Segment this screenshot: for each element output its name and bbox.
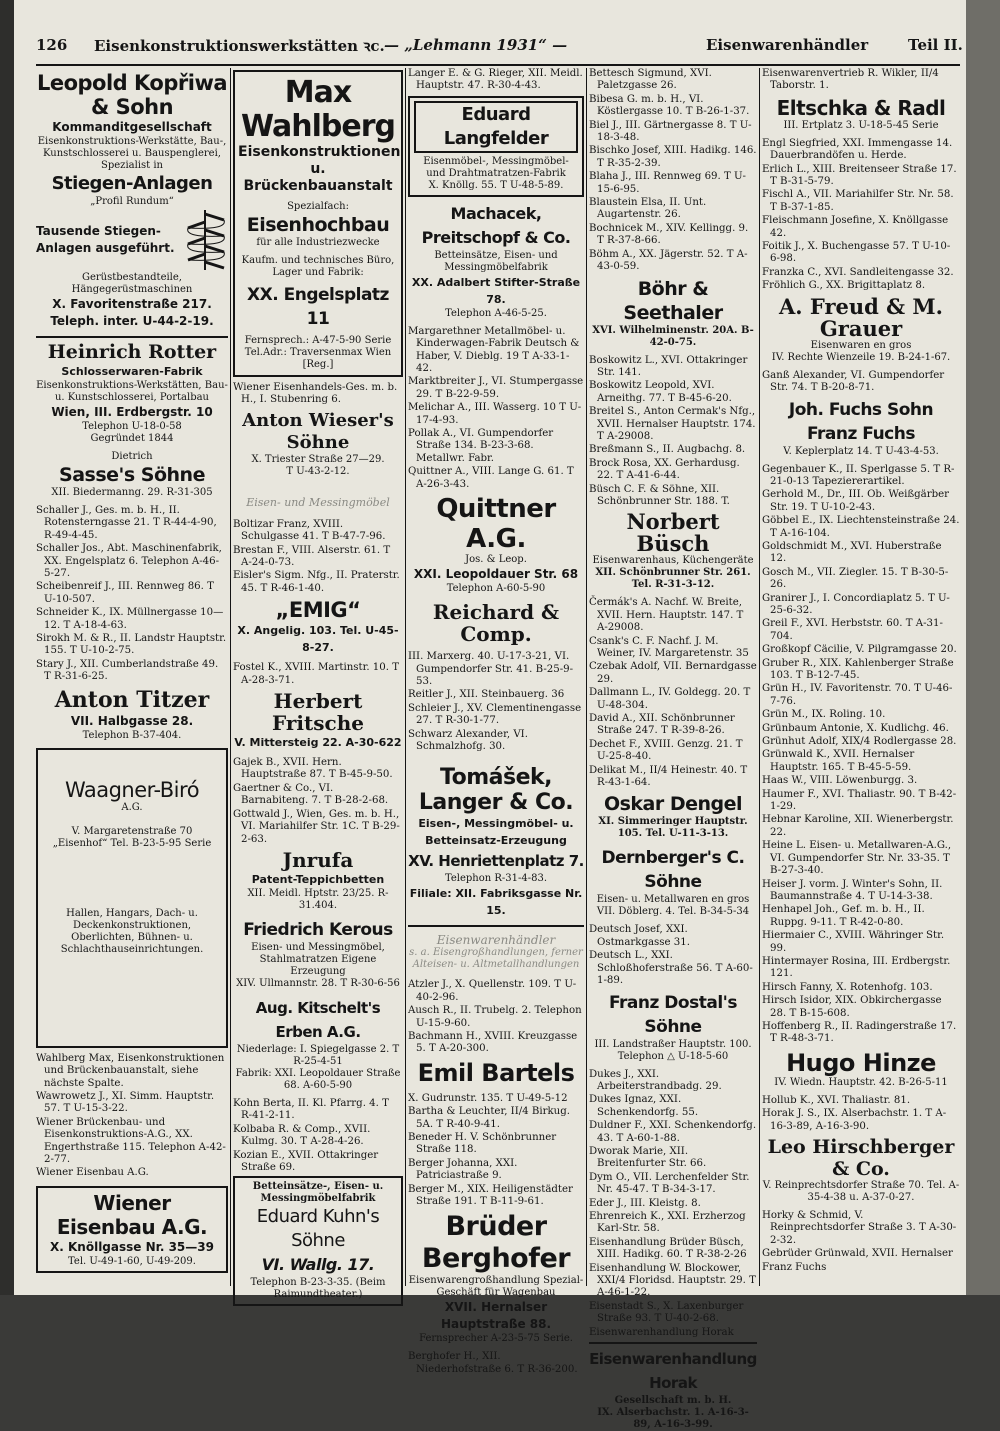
entry: Hoffenberg R., II. Radingerstraße 17. T R-48-3-71. — [762, 1020, 957, 1045]
ad-langfelder — [408, 96, 584, 197]
entry: Biel J., III. Gärtnergasse 8. T U-18-3-48. — [589, 119, 752, 144]
ad-kitschelt — [233, 996, 403, 1092]
entry: Bettesch Sigmund, XVI. Paletzgasse 26. — [589, 68, 712, 92]
faded-section-heading — [233, 496, 403, 509]
ad-reichard — [408, 601, 584, 645]
ad-hirschberger — [762, 1136, 960, 1204]
entry: Wiener Brückenbau- und Eisenkonstruktions-A.G., XX. Engerthstraße 115. Telephon A-42-2-77. — [36, 1116, 226, 1165]
entry: Böhm A., XX. Jägerstr. 52. T A-43-0-59. — [589, 248, 748, 273]
entry: Melichar A., III. Wasserg. 10 T U-17-4-93. — [408, 402, 582, 426]
ad-machacek-address: XX. Adalbert Stifter-Straße 78. — [411, 275, 581, 306]
entry: Dukes J., XXI. Arbeiterstrandbadg. 29. — [589, 1068, 722, 1092]
entry: Scheibenreif J., III. Rennweg 86. T U-10-507. — [36, 581, 214, 605]
header-left-section: Eisenkonstruktionswerkstätten ꝛc. — [94, 37, 385, 55]
ad-waagner-suffix: A.G. — [121, 801, 143, 813]
ad-fuchs-address: V. Keplerplatz 14. T U-43-4-53. — [783, 445, 939, 457]
ad-tomasek-name1: Tomášek, — [440, 765, 552, 791]
entry: Hirsch Fanny, X. Rotenhofg. 103. — [762, 981, 933, 993]
ad-kopriwa-spec: Spezialist in — [101, 160, 163, 171]
entry: Franzka C., XVI. Sandleitengasse 32. — [762, 266, 954, 278]
ad-wiener-eisenbau-phone: Tel. U-49-1-60, U-49-209. — [68, 1255, 196, 1267]
faded-section-block — [408, 933, 584, 971]
entry: Hollub K., XVI. Thaliastr. 81. — [762, 1094, 911, 1106]
entry: Eder J., III. Kleistg. 8. — [589, 1197, 701, 1209]
entry: Langer E. & G. Rieger, XII. Meidl. Hauptstr. 47. R-30-4-43. — [408, 68, 583, 92]
entry: Breitel S., Anton Cermak's Nfg., XVII. Hernalser Hauptstr. 174. T A-29008. — [589, 406, 756, 442]
ad-sasse-address: XII. Biedermanng. 29. R-31-305 — [51, 487, 213, 498]
entry: Boltizar Franz, XVIII. Schulgasse 41. T B-47-7-96. — [233, 518, 386, 543]
ad-dengel — [589, 792, 757, 840]
entry: Erlich L., XIII. Breitenseer Straße 17. T B-31-5-79. — [762, 163, 957, 188]
ad-wahlberg — [233, 70, 403, 377]
entry: Göbbel E., IX. Liechtensteinstraße 24. T A-16-104. — [762, 515, 960, 539]
ad-wahlberg-hochbau: Eisenhochbau — [246, 214, 390, 236]
entry: Dym O., VII. Lerchenfelder Str. Nr. 45-47. T B-34-3-17. — [589, 1171, 750, 1196]
entry: Marktbreiter J., VI. Stumpergasse 29. T B-22-9-59. — [408, 376, 584, 400]
ad-quittner-name: Quittner A.G. — [436, 494, 556, 555]
ad-buesch-trade: Eisenwarenhaus, Küchengeräte — [592, 555, 754, 567]
ad-emig — [233, 598, 403, 656]
ad-wiener-eisenbau-address: X. Knöllgasse Nr. 35—39 — [50, 1239, 214, 1254]
entry: Kolbaba R. & Comp., XVII. Kulmg. 30. T A-28-4-26. — [233, 1123, 371, 1148]
ad-jnrufa-address: XII. Meidl. Hptstr. 23/25. R-31.404. — [247, 887, 389, 911]
entry: Eisenwarenhandlung Horak — [589, 1326, 734, 1338]
entry: Pollak A., VI. Gumpendorfer Straße 134. B-23-3-68. Metallwr. Fabr. — [408, 428, 554, 464]
entry: Csank's C. F. Nachf. J. M. Weiner, IV. Margaretenstr. 35 — [589, 635, 749, 659]
entry: Grün M., IX. Roling. 10. — [762, 709, 886, 721]
header-part: Teil II. — [908, 36, 963, 54]
column-4 — [589, 68, 757, 1431]
ad-sasse-first: Dietrich — [111, 451, 153, 462]
ad-kitschelt-factory: Fabrik: XXI. Leopoldauer Straße 68. A-60-5-90 — [235, 1067, 401, 1091]
ad-langfelder-trade: Eisenmöbel-, Messingmöbel- und Drahtmatratzen-Fabrik — [423, 155, 569, 179]
ad-kitschelt-name: Aug. Kitschelt's Erben A.G. — [255, 998, 381, 1041]
ad-dostal-phone: Telephon △ U-18-5-60 — [617, 1050, 729, 1062]
ad-dostal-address: III. Landstraßer Hauptstr. 100. — [594, 1038, 752, 1050]
column-divider — [230, 68, 231, 1286]
entry: Engl Siegfried, XXI. Immengasse 14. Dauerbrandöfen u. Herde. — [762, 137, 953, 162]
entry: Gajek B., XVII. Hern. Hauptstraße 87. T B-45-9-50. — [233, 757, 393, 781]
entry: Ehrenreich K., XXI. Erzherzog Karl-Str. 58. — [589, 1210, 746, 1235]
ad-kopriwa-parts: Gerüstbestandteile, Hängegerüstmaschinen — [71, 272, 193, 295]
ad-buesch — [589, 511, 757, 591]
ad-kerous — [233, 918, 403, 990]
entry: Wawrowetz J., XI. Simm. Hauptstr. 57. T U-15-3-22. — [36, 1090, 215, 1115]
entry: Boskowitz L., XVI. Ottakringer Str. 141. — [589, 354, 748, 378]
entry: Fröhlich G., XX. Brigittaplatz 8. — [762, 280, 926, 292]
entry: Gottwald J., Wien, Ges. m. b. H., VI. Mariahilfer Str. 1C. T B-29-2-63. — [233, 808, 400, 845]
ad-horak — [589, 1342, 757, 1431]
page-header — [36, 26, 963, 64]
ad-jnrufa-type: Patent-Teppichbetten — [251, 872, 385, 886]
entry: Eisenhandlung W. Blockower, XXI/4 Floridsd. Hauptstr. 29. T A-46-1-22. — [589, 1262, 756, 1299]
entry: Schleier J., XV. Clementinengasse 27. T R-30-1-77. — [408, 702, 582, 727]
ad-kuhn-name: Eduard Kuhn's Söhne — [256, 1206, 380, 1252]
ad-tomasek-address: XV. Henriettenplatz 7. — [408, 852, 584, 871]
ad-hinze — [762, 1049, 960, 1089]
ad-tomasek-trade: Eisen-, Messingmöbel- u. Betteinsatz-Erzeugung — [418, 817, 574, 848]
entry: Gerhold M., Dr., III. Ob. Weißgärber Str. 19. T U-10-2-43. — [762, 489, 950, 513]
page-number: 126 — [36, 36, 68, 54]
ad-rotter-address: Wien, III. Erdbergstr. 10 — [51, 405, 213, 419]
ad-kopriwa-thousands: Tausende Stiegen-Anlagen ausgeführt. — [36, 224, 175, 255]
entry: Boskowitz Leopold, XVI. Arneithg. 77. T B-45-6-20. — [589, 380, 732, 404]
ad-waagner-biro — [36, 748, 228, 1048]
ad-dernberger — [589, 846, 757, 918]
ad-kopriwa-name: Leopold Kopřiwa & Sohn — [36, 71, 228, 119]
ad-tomasek-name2: Langer & Co. — [418, 790, 574, 816]
ad-langfelder-address: X. Knöllg. 55. T U-48-5-89. — [428, 179, 564, 191]
entry: Gebrüder Grünwald, XVII. Hernalser — [762, 1248, 953, 1260]
entry: Heiser J. vorm. J. Winter's Sohn, II. Baumannstraße 4. T U-14-3-38. — [762, 878, 943, 902]
ad-kerous-name: Friedrich Kerous — [243, 919, 393, 940]
ad-rotter-type: Schlosserwaren-Fabrik — [61, 365, 203, 378]
ad-quittner-address: XXI. Leopoldauer Str. 68 — [413, 567, 579, 582]
ad-wahlberg-phone: Fernsprech.: A-47-5-90 Serie — [244, 335, 392, 346]
entry: Dallmann L., IV. Goldegg. 20. T U-48-304. — [589, 687, 751, 711]
entry: Hebnar Karoline, XII. Wienerbergstr. 22. — [762, 814, 954, 838]
entry: Büsch C. F. & Söhne, XII. Schönbrunner Str. 188. T. — [589, 483, 730, 507]
ad-rotter-name: Heinrich Rotter — [47, 341, 217, 363]
entry: Dechet F., XVIII. Genzg. 21. T U-25-8-40. — [589, 738, 743, 763]
entry: Dukes Ignaz, XXI. Schenkendorfg. 55. — [589, 1094, 699, 1118]
entry: Grünhut Adolf, XIX/4 Rodlergasse 28. — [762, 736, 957, 748]
ad-rotter-trade: Eisenkonstruktions-Werkstätten, Bau- u. Kunstschlosserei, Portalbau — [36, 380, 228, 403]
page-content — [36, 26, 963, 1431]
entry: Hintermayer Rosina, III. Erdbergstr. 121. — [762, 955, 951, 980]
entry: Gosch M., VII. Ziegler. 15. T B-30-5-26. — [762, 566, 949, 591]
ad-quittner — [408, 494, 584, 595]
entry: Ausch R., II. Trubelg. 2. Telephon U-15-9-60. — [408, 1005, 582, 1029]
column-divider — [586, 68, 587, 1286]
ad-hirschberger-address: V. Reinprechtsdorfer Straße 70. Tel. A-35-4-38 u. A-37-0-27. — [762, 1180, 960, 1203]
faded-section-text: s. a. Eisengroßhandlungen, ferner Alteisen- u. Altmetallhandlungen — [409, 947, 583, 971]
ad-machacek — [408, 202, 584, 320]
ad-berghofer-address: XVII. Hernalser Hauptstraße 88. — [440, 1300, 552, 1332]
entry: Berger M., XIX. Heiligenstädter Straße 191. T B-11-9-61. — [408, 1183, 573, 1208]
ad-machacek-phone: Telephon A-46-5-25. — [445, 307, 547, 319]
ad-hinze-name: Hugo Hinze — [786, 1048, 936, 1077]
ad-buesch-name: Norbert Büsch — [626, 509, 720, 557]
ad-titzer — [36, 687, 228, 742]
entry: Hirsch Isidor, XIX. Obkirchergasse 28. T B-15-608. — [762, 995, 942, 1019]
entry: Eisenwarenvertrieb R. Wikler, II/4 Taborstr. 1. — [762, 68, 939, 92]
ad-kuhn-trade: Betteinsätze-, Eisen- u. Messingmöbelfabrik — [252, 1181, 384, 1205]
entry: III. Marxerg. 40. U-17-3-21, VI. Gumpendorfer Str. 41. B-25-9-53. — [408, 651, 574, 687]
entry: Schaller Jos., Abt. Maschinenfabrik, XX. Engelsplatz 6. Telephon A-46-5-27. — [36, 543, 222, 580]
ad-kuhn — [233, 1176, 403, 1306]
entry: X. Gudrunstr. 135. T U-49-5-12 — [408, 1092, 568, 1104]
ad-kerous-trade: Eisen- und Messingmöbel, Stahlmatratzen Eigene Erzeugung — [251, 941, 385, 977]
entry: Horky & Schmid, V. Reinprechtsdorfer Straße 3. T A-30-2-32. — [762, 1210, 957, 1246]
entry: Schneider K., IX. Müllnergasse 10—12. T A-18-4-63. — [36, 607, 224, 631]
ad-fritsche — [233, 690, 403, 751]
ad-langfelder-name: Eduard Langfelder — [414, 101, 578, 153]
entry: Haas W., VIII. Löwenburgg. 3. — [762, 775, 918, 787]
ad-dernberger-address: VII. Döblerg. 4. Tel. B-34-5-34 — [596, 906, 750, 918]
page-edge — [966, 0, 1000, 1295]
entry: Wahlberg Max, Eisenkonstruktionen und Brückenbauanstalt, siehe nächste Spalte. — [36, 1052, 225, 1089]
entry: Margarethner Metallmöbel- u. Kinderwagen-Fabrik Deutsch & Haber, V. Dieblg. 19 T A-33-1-42. — [408, 325, 580, 375]
ad-horak-sub: Gesellschaft m. b. H. — [614, 1395, 732, 1407]
ad-wieser — [233, 410, 403, 478]
column-3 — [408, 68, 584, 1375]
spiral-staircase-illustration — [182, 208, 228, 272]
ad-dengel-name: Oskar Dengel — [603, 793, 743, 816]
column-1 — [36, 68, 228, 1286]
column-divider — [405, 68, 406, 1286]
ad-freud-trade: Eisenwaren en gros — [810, 339, 912, 351]
ad-wieser-phone: T U-43-2-12. — [286, 465, 350, 477]
ad-sasse-name: Sasse's Söhne — [59, 464, 205, 486]
entry: Bibesa G. m. b. H., VI. Köstlergasse 10. T B-26-1-37. — [589, 93, 750, 118]
entry: Brestan F., VIII. Alserstr. 61. T A-24-0-73. — [233, 544, 391, 569]
ad-quittner-phone: Telephon A-60-5-90 — [446, 583, 546, 595]
entry: Grün H., IV. Favoritenstr. 70. T U-46-7-76. — [762, 683, 953, 707]
ad-dernberger-name: Dernberger's C. Söhne — [601, 848, 745, 893]
ad-titzer-name: Anton Titzer — [54, 686, 210, 713]
ad-tomasek-phone: Telephon R-31-4-83. — [444, 873, 548, 885]
entry: Stary J., XII. Cumberlandstraße 49. T R-31-6-25. — [36, 658, 219, 683]
ad-eltschka — [762, 96, 960, 132]
entry: David A., XII. Schönbrunner Straße 247. T R-39-8-26. — [589, 713, 735, 737]
entry: Fleischmann Josefine, X. Knöllgasse 42. — [762, 215, 949, 239]
ad-fuchs — [762, 398, 960, 458]
entry: Czebak Adolf, VII. Bernardgasse 29. — [589, 661, 757, 685]
entry: Granirer J., I. Concordiaplatz 5. T U-25-6-32. — [762, 592, 950, 616]
entry: Kohn Berta, II. Kl. Pfarrg. 4. T R-41-2-11. — [233, 1097, 389, 1122]
header-right-section: Eisenwarenhändler — [706, 36, 869, 54]
ad-buesch-address: XII. Schönbrunner Str. 261. Tel. R-31-3-12. — [595, 567, 751, 591]
ad-fritsche-address: V. Mittersteig 22. A-30-622 — [234, 736, 402, 750]
entry: Breßmann S., II. Augbachg. 8. — [589, 444, 746, 456]
ad-kopriwa-stairs: Stiegen-Anlagen — [51, 173, 213, 194]
ad-dernberger-trade: Eisen- u. Metallwaren en gros — [596, 894, 750, 906]
ad-berghofer-trade: Eisenwarengroßhandlung Spezial-Geschäft für Wagenbau — [408, 1275, 584, 1299]
ad-kopriwa-type: Kommanditgesellschaft — [52, 120, 212, 134]
entry: Quittner A., VIII. Lange G. 61. T A-26-3-43. — [408, 466, 574, 490]
entry: Čermák's A. Nachf. W. Breite, XVII. Hern. Hauptstr. 147. T A-29008. — [589, 597, 744, 634]
ad-emig-name: „EMIG“ — [275, 598, 361, 623]
entry: Dworak Marie, XII. Breitenfurter Str. 66. — [589, 1145, 707, 1170]
entry: Bochnicek M., XIV. Kellingg. 9. T R-37-8-66. — [589, 222, 749, 247]
ad-bartels — [408, 1059, 584, 1087]
entry: Horak J. S., IX. Alserbachstr. 1. T A-16-3-89, A-16-3-90. — [762, 1108, 947, 1132]
ad-kuhn-phone: Telephon B-23-3-35. (Beim Raimundtheater.) — [250, 1277, 386, 1301]
ad-titzer-address: VII. Halbgasse 28. — [70, 713, 194, 728]
ad-kopriwa-phone: Teleph. inter. U-44-2-19. — [50, 314, 214, 328]
entry: Atzler J., X. Quellenstr. 109. T U-40-2-96. — [408, 979, 577, 1003]
entry: Blaustein Elsa, II. Unt. Augartenstr. 26. — [589, 197, 707, 221]
ad-wahlberg-address: XX. Engelsplatz 11 — [247, 285, 389, 329]
entry: Hiermaier C., XVIII. Währinger Str. 99. — [762, 930, 945, 954]
ad-wahlberg-name: Max Wahlberg — [241, 75, 395, 144]
ad-horak-name: Eisenwarenhandlung Horak — [589, 1350, 757, 1393]
entry: Reitler J., XII. Steinbauerg. 36 — [408, 689, 565, 701]
ad-machacek-trade: Betteinsätze, Eisen- und Messingmöbelfabrik — [434, 249, 558, 273]
entry: Berger Johanna, XXI. Patriciastraße 9. — [408, 1157, 518, 1182]
ad-hinze-address: IV. Wiedn. Hauptstr. 42. B-26-5-11 — [774, 1076, 948, 1088]
entry: Bartha & Leuchter, II/4 Birkug. 5A. T R-40-9-41. — [408, 1106, 570, 1130]
ad-quittner-sub: Jos. & Leop. — [465, 554, 527, 566]
ad-kopriwa-profile: „Profil Rundum“ — [90, 196, 174, 207]
entry: Gruber R., XIX. Kahlenberger Straße 103. T B-12-7-45. — [762, 657, 954, 681]
ad-kopriwa — [36, 71, 228, 330]
entry: Franz Fuchs — [762, 1261, 827, 1273]
ad-jnrufa-name: Jnrufa — [282, 847, 354, 872]
ad-freud — [762, 293, 960, 364]
header-rule — [36, 64, 960, 66]
ad-kopriwa-address: X. Favoritenstraße 217. — [52, 297, 212, 311]
ad-eltschka-name: Eltschka & Radl — [776, 95, 946, 120]
entry: Deutsch Josef, XXI. Ostmarkgasse 31. — [589, 924, 690, 948]
ad-waagner-address: V. Margaretenstraße 70 — [71, 825, 193, 837]
entry: Fischl A., VII. Mariahilfer Str. Nr. 58. T B-37-1-85. — [762, 189, 954, 213]
ad-wahlberg-line1: Eisenkonstruktionen — [238, 144, 401, 160]
ad-tomasek — [408, 765, 584, 919]
column-2 — [233, 68, 403, 1301]
entry: Berghofer H., XII. Niederhofstraße 6. T R-36-200. — [408, 1351, 578, 1375]
ad-emig-address: X. Angelig. 103. Tel. U-45-8-27. — [237, 624, 399, 655]
ad-wahlberg-office: Kaufm. und technisches Büro, Lager und Fabrik: — [241, 255, 395, 278]
entry: Großkopf Cäcilie, V. Pilgramgasse 20. — [762, 644, 957, 656]
faded-heading-text: Eisen- und Messingmöbel — [246, 495, 390, 509]
ad-rotter — [36, 341, 228, 445]
entry: Bachmann H., XVIII. Kreuzgasse 5. T A-20-300. — [408, 1030, 578, 1055]
ad-reichard-name: Reichard & Comp. — [432, 600, 560, 647]
ad-eltschka-address: III. Ertplatz 3. U-18-5-45 Serie — [783, 119, 939, 131]
ad-dostal — [589, 991, 757, 1063]
ad-berghofer — [408, 1211, 584, 1345]
faded-section-title: Eisenwarenhändler — [436, 933, 556, 948]
entry: Beneder H. V. Schönbrunner Straße 118. — [408, 1132, 557, 1156]
ad-wahlberg-telegraph: Tel.Adr.: Traversenmax Wien — [244, 347, 392, 358]
ad-fritsche-name: Herbert Fritsche — [272, 689, 364, 736]
entry: Brock Rosa, XX. Gerhardusg. 22. T A-41-6-44. — [589, 457, 740, 482]
entry: Fostel K., XVIII. Martinstr. 10. T A-28-3-71. — [233, 662, 400, 686]
ad-tomasek-branch: Filiale: XII. Fabriksgasse Nr. 15. — [409, 887, 583, 918]
entry: Wiener Eisenhandels-Ges. m. b. H., I. Stubenring 6. — [233, 382, 398, 406]
ad-wahlberg-line2: u. Brückenbauanstalt — [243, 161, 393, 194]
ad-wahlberg-reg: [Reg.] — [302, 359, 334, 370]
entry: Greil F., XVI. Herbststr. 60. T A-31-704. — [762, 618, 943, 642]
column-divider — [759, 68, 760, 1286]
entry: Deutsch L., XXI. Schloßhoferstraße 56. T A-60-1-89. — [589, 950, 753, 987]
ad-waagner-eisenhof: „Eisenhof“ Tel. B-23-5-95 Serie — [52, 837, 212, 849]
ad-hirschberger-name: Leo Hirschberger & Co. — [767, 1136, 955, 1180]
entry: Grünbaum Antonie, X. Kudlichg. 46. — [762, 722, 949, 734]
ad-boehr-name: Böhr & Seethaler — [623, 277, 723, 324]
ad-wahlberg-industry: für alle Industriezwecke — [256, 237, 380, 248]
ad-rotter-phone: Telephon U-18-0-58 — [82, 421, 182, 432]
ad-wahlberg-special: Spezialfach: — [287, 201, 349, 212]
ad-kuhn-address: VI. Wallg. 17. — [261, 1255, 375, 1275]
entry: Gaertner & Co., VI. Barnabiteng. 7. T B-28-2-68. — [233, 782, 389, 807]
ad-freud-name: A. Freud & M. Grauer — [779, 293, 943, 341]
ad-machacek-name: Machacek, Preitschopf & Co. — [421, 203, 571, 247]
ad-berghofer-name: Brüder Berghofer — [421, 1211, 571, 1275]
entry: Haumer F., XVI. Thaliastr. 90. T B-42-1-29. — [762, 788, 957, 813]
column-5 — [762, 68, 960, 1286]
ad-dostal-name: Franz Dostal's Söhne — [609, 992, 737, 1037]
entry: Duldner F., XXI. Schenkendorfg. 43. T A-60-1-88. — [589, 1120, 757, 1144]
ad-horak-address: IX. Alserbachstr. 1. A-16-3-89, A-16-3-99. — [597, 1407, 749, 1431]
ad-jnrufa — [233, 849, 403, 912]
header-center-title: — „Lehmann 1931“ — — [384, 36, 568, 54]
ad-boehr — [589, 277, 757, 349]
entry: Eisenhandlung Brüder Büsch, XIII. Hadikg. 60. T R-38-2-26 — [589, 1236, 747, 1261]
ad-boehr-address: XVI. Wilhelminenstr. 20A. B-42-0-75. — [592, 324, 754, 348]
ad-sasse — [36, 451, 228, 499]
ad-fuchs-name: Joh. Fuchs Sohn Franz Fuchs — [788, 399, 934, 444]
entry: Goldschmidt M., XVI. Huberstraße 12. — [762, 540, 942, 565]
ad-kopriwa-trade: Eisenkonstruktions-Werkstätte, Bau-, Kunstschlosserei u. Bauspenglerei, — [37, 136, 227, 159]
entry: Delikat M., II/4 Heinestr. 40. T R-43-1-64. — [589, 764, 748, 789]
ad-wieser-name: Anton Wieser's Söhne — [242, 409, 394, 453]
ad-wiener-eisenbau-name: Wiener Eisenbau A.G. — [56, 1190, 208, 1239]
ad-kitschelt-branch: Niederlage: I. Spiegelgasse 2. T R-25-4-51 — [236, 1043, 400, 1067]
ad-waagner-products: Hallen, Hangars, Dach- u. Deckenkonstruktionen, Oberlichten, Bühnen- u. Schlachthauseinrichtungen. — [60, 907, 204, 955]
ad-kerous-address: XIV. Ullmannstr. 28. T R-30-6-56 — [236, 977, 400, 989]
entry: Bischko Josef, XIII. Hadikg. 146. T R-35-2-39. — [589, 145, 757, 169]
ad-wiener-eisenbau — [36, 1186, 228, 1273]
entry: Schwarz Alexander, VI. Schmalzhofg. 30. — [408, 728, 528, 752]
entry: Schaller J., Ges. m. b. H., II. Rotensterngasse 21. T R-44-4-90, R-49-4-45. — [36, 505, 217, 541]
ad-waagner-name: Waagner-Biró — [64, 777, 200, 802]
ad-bartels-name: Emil Bartels — [417, 1058, 575, 1087]
entry: Foitik J., X. Buchengasse 57. T U-10-6-98. — [762, 241, 951, 265]
entry: Eisler's Sigm. Nfg., II. Praterstr. 45. T R-46-1-40. — [233, 570, 400, 594]
page-gutter — [0, 0, 14, 1295]
ad-berghofer-phone: Fernsprecher A-23-5-75 Serie. — [419, 1333, 573, 1345]
ad-rotter-founded: Gegründet 1844 — [90, 433, 174, 444]
entry: Henhapel Joh., Gef. m. b. H., II. Ruppg. 9-11. T R-42-0-80. — [762, 904, 925, 928]
entry: Blaha J., III. Rennweg 69. T U-15-6-95. — [589, 171, 746, 195]
entry: Wiener Eisenbau A.G. — [36, 1167, 149, 1179]
entry: Eisenstadt S., X. Laxenburger Straße 93. T U-40-2-68. — [589, 1300, 744, 1325]
ad-titzer-phone: Telephon B-37-404. — [82, 729, 182, 741]
entry: Gegenbauer K., II. Sperlgasse 5. T R-21-0-13 Tapeziererartikel. — [762, 463, 955, 487]
entry: Heine L. Eisen- u. Metallwaren-A.G., VI. Gumpendorfer Str. Nr. 33-35. T B-27-3-40. — [762, 840, 952, 877]
entry: Sirokh M. & R., II. Landstr Hauptstr. 155. T U-10-2-75. — [36, 633, 227, 657]
ad-freud-address: IV. Rechte Wienzeile 19. B-24-1-67. — [771, 351, 951, 363]
entry: Kozian E., XVII. Ottakringer Straße 69. — [233, 1149, 379, 1173]
ad-wieser-address: X. Triester Straße 27—29. — [251, 453, 385, 465]
ad-dengel-address: XI. Simmeringer Hauptstr. 105. Tel. U-11-3-13. — [598, 816, 748, 840]
entry: Ganß Alexander, VI. Gumpendorfer Str. 74. T B-20-8-71. — [762, 369, 945, 394]
entry: Grünwald K., XVII. Hernalser Hauptstr. 165. T B-45-5-59. — [762, 749, 915, 773]
